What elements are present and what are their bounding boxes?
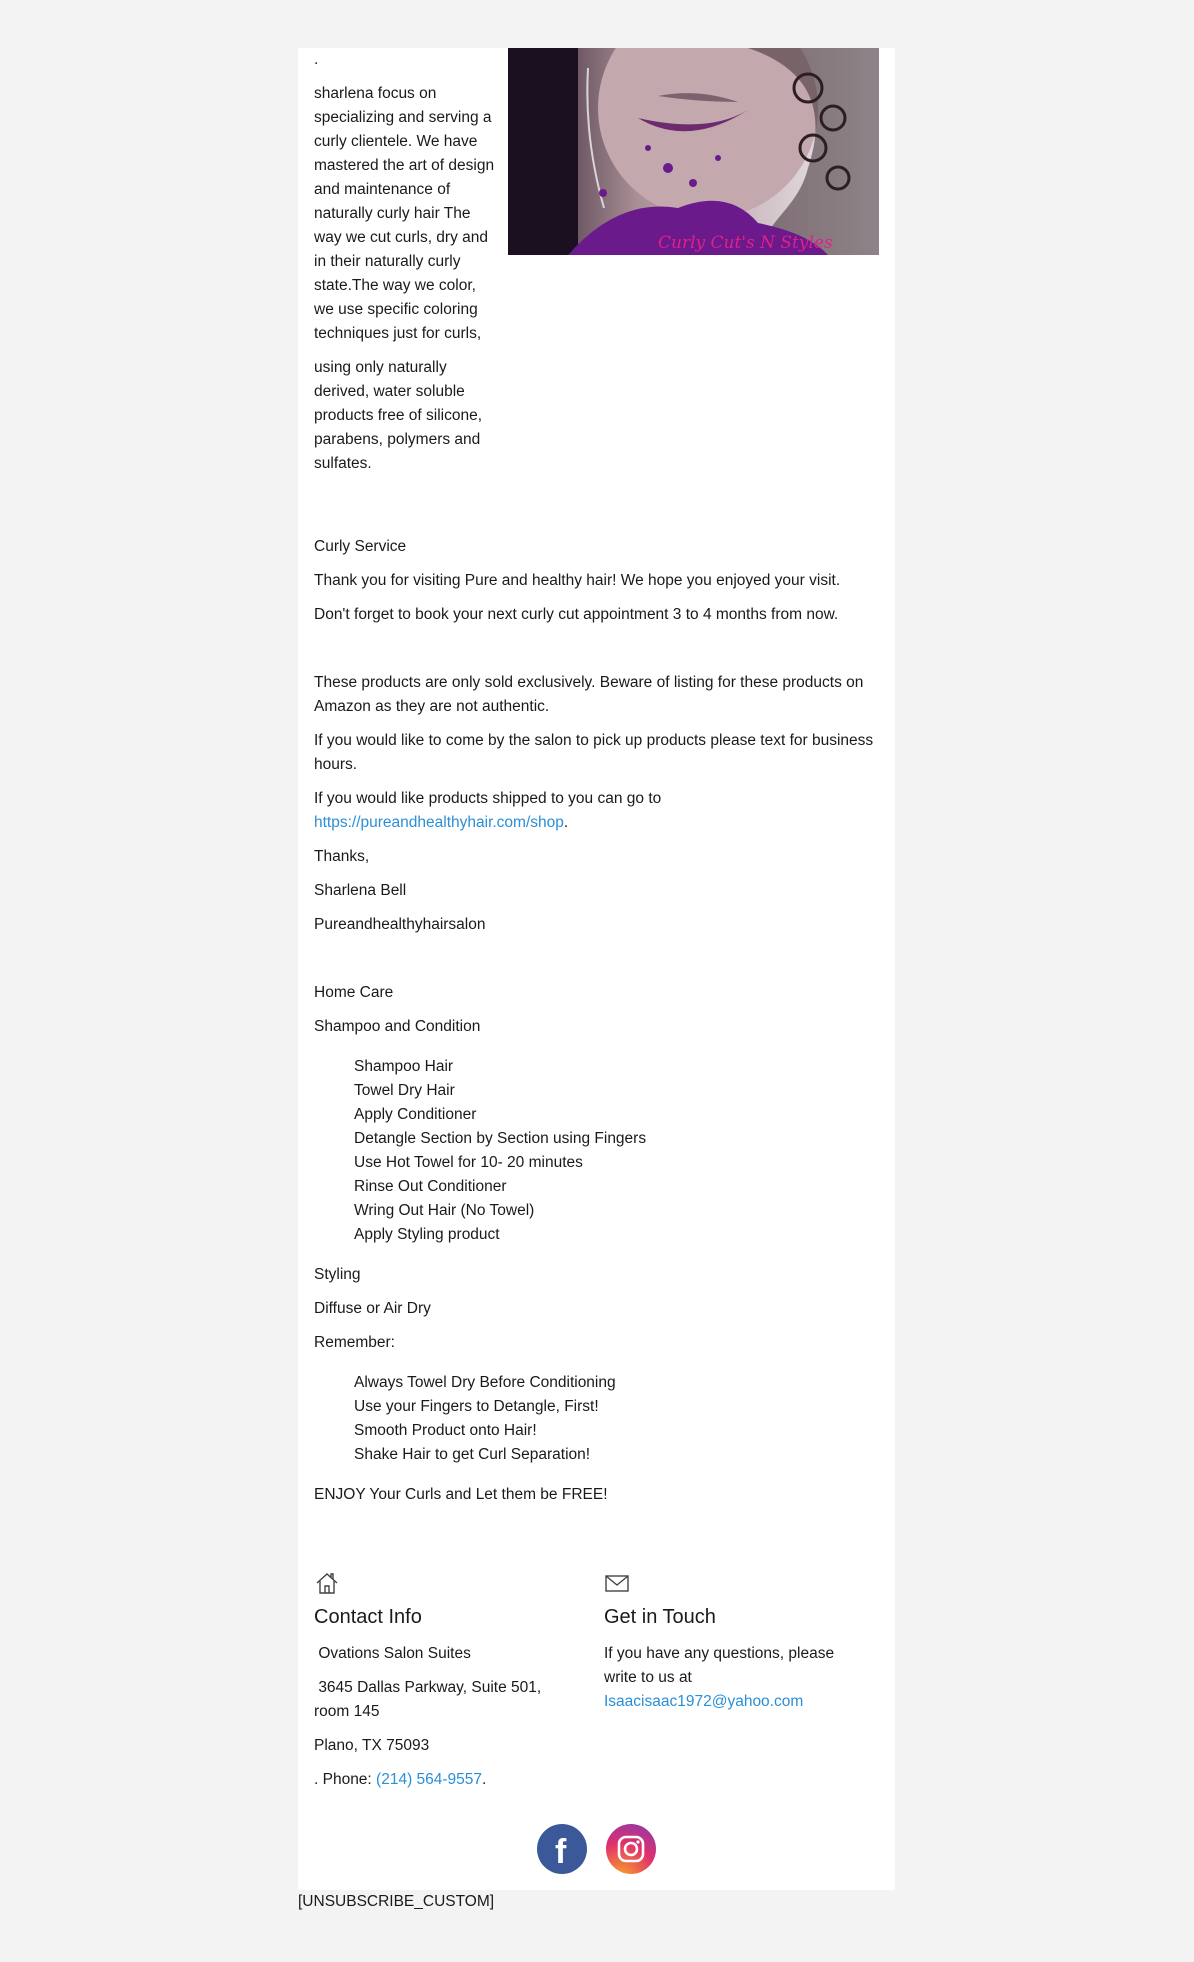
phone-link[interactable]: (214) 564-9557 <box>376 1771 483 1788</box>
salon-address: 3645 Dallas Parkway, Suite 501, room 145 <box>314 1679 546 1720</box>
list-item: Shake Hair to get Curl Separation! <box>354 1446 591 1463</box>
list-item: Smooth Product onto Hair! <box>354 1422 537 1439</box>
instagram-icon[interactable] <box>606 1824 656 1874</box>
phone-line <box>314 1768 554 1792</box>
social-links <box>298 1824 895 1874</box>
main-content <box>314 535 879 1517</box>
intro-paragraph-products: using only naturally derived, water soluble products free of silicone, parabens, polymers and sulfates. <box>314 359 483 472</box>
shop-link[interactable]: https://pureandhealthyhair.com/shop <box>314 814 564 831</box>
exclusive-text: These products are only sold exclusively. Beware of listing for these products on Amazon as they are not authentic. <box>314 674 864 715</box>
home-care-heading: Home Care <box>314 984 394 1001</box>
list-item: Towel Dry Hair <box>354 1082 455 1099</box>
signoff-thanks: Thanks, <box>314 848 370 865</box>
remember-heading: Remember: <box>314 1334 395 1351</box>
pickup-text: If you would like to come by the salon to pick up products please text for business hours. <box>314 732 874 773</box>
intro-dot: . <box>314 51 319 68</box>
list-item: Apply Conditioner <box>354 1106 477 1123</box>
unsubscribe-link[interactable]: [UNSUBSCRIBE_CUSTOM] <box>298 1893 495 1910</box>
signoff-salon: Pureandhealthyhairsalon <box>314 916 486 933</box>
get-in-touch-message: If you have any questions, please write to us at <box>604 1645 835 1686</box>
house-icon <box>314 1570 340 1596</box>
styling-heading: Styling <box>314 1266 361 1283</box>
get-in-touch-text <box>604 1642 844 1714</box>
list-item: Apply Styling product <box>354 1226 500 1243</box>
shipped-prefix: If you would like products shipped to you can go to <box>314 790 662 807</box>
get-in-touch-column <box>604 1568 844 1724</box>
email-card <box>298 48 895 1890</box>
reminders-list <box>354 1371 879 1467</box>
shipped-suffix: . <box>563 814 569 831</box>
service-heading: Curly Service <box>314 538 407 555</box>
book-next-text: Don't forget to book your next curly cut appointment 3 to 4 months from now. <box>314 606 839 623</box>
list-item: Rinse Out Conditioner <box>354 1178 507 1195</box>
list-item: Detangle Section by Section using Fingers <box>354 1130 647 1147</box>
email-link[interactable]: Isaacisaac1972@yahoo.com <box>604 1693 804 1710</box>
contact-info-column <box>314 1568 554 1802</box>
diffuse-text: Diffuse or Air Dry <box>314 1300 431 1317</box>
list-item: Always Towel Dry Before Conditioning <box>354 1374 616 1391</box>
list-item: Use your Fingers to Detangle, First! <box>354 1398 599 1415</box>
hero-image <box>508 48 879 255</box>
contact-info-heading: Contact Info <box>314 1606 422 1628</box>
shampoo-condition-subheading: Shampoo and Condition <box>314 1018 481 1035</box>
list-item: Wring Out Hair (No Towel) <box>354 1202 535 1219</box>
intro-paragraph: sharlena focus on specializing and serving a curly clientele. We have mastered the art of design and maintenance of naturally curly hair The way we cut curls, dry and in their naturally curly state.The way we color, we use specific coloring techniques just for curls, <box>314 85 495 342</box>
phone-prefix: . Phone: <box>314 1771 377 1788</box>
phone-suffix: . <box>482 1771 487 1788</box>
salon-name: Ovations Salon Suites <box>314 1645 471 1662</box>
list-item: Use Hot Towel for 10- 20 minutes <box>354 1154 583 1171</box>
thanks-visit-text: Thank you for visiting Pure and healthy hair! We hope you enjoyed your visit. <box>314 572 841 589</box>
facebook-icon[interactable] <box>537 1824 587 1874</box>
salon-city: Plano, TX 75093 <box>314 1737 430 1754</box>
enjoy-text: ENJOY Your Curls and Let them be FREE! <box>314 1486 608 1503</box>
hero-overlay-text: Curly Cut's N Styles <box>658 233 833 253</box>
shipped-text <box>314 787 879 835</box>
get-in-touch-heading: Get in Touch <box>604 1606 716 1628</box>
envelope-icon <box>604 1570 630 1596</box>
signoff-name: Sharlena Bell <box>314 882 407 899</box>
hero-illustration <box>508 48 879 255</box>
list-item: Shampoo Hair <box>354 1058 454 1075</box>
svg-text:f: f <box>555 1833 567 1871</box>
shampoo-steps-list <box>354 1055 879 1247</box>
intro-column <box>314 48 498 486</box>
